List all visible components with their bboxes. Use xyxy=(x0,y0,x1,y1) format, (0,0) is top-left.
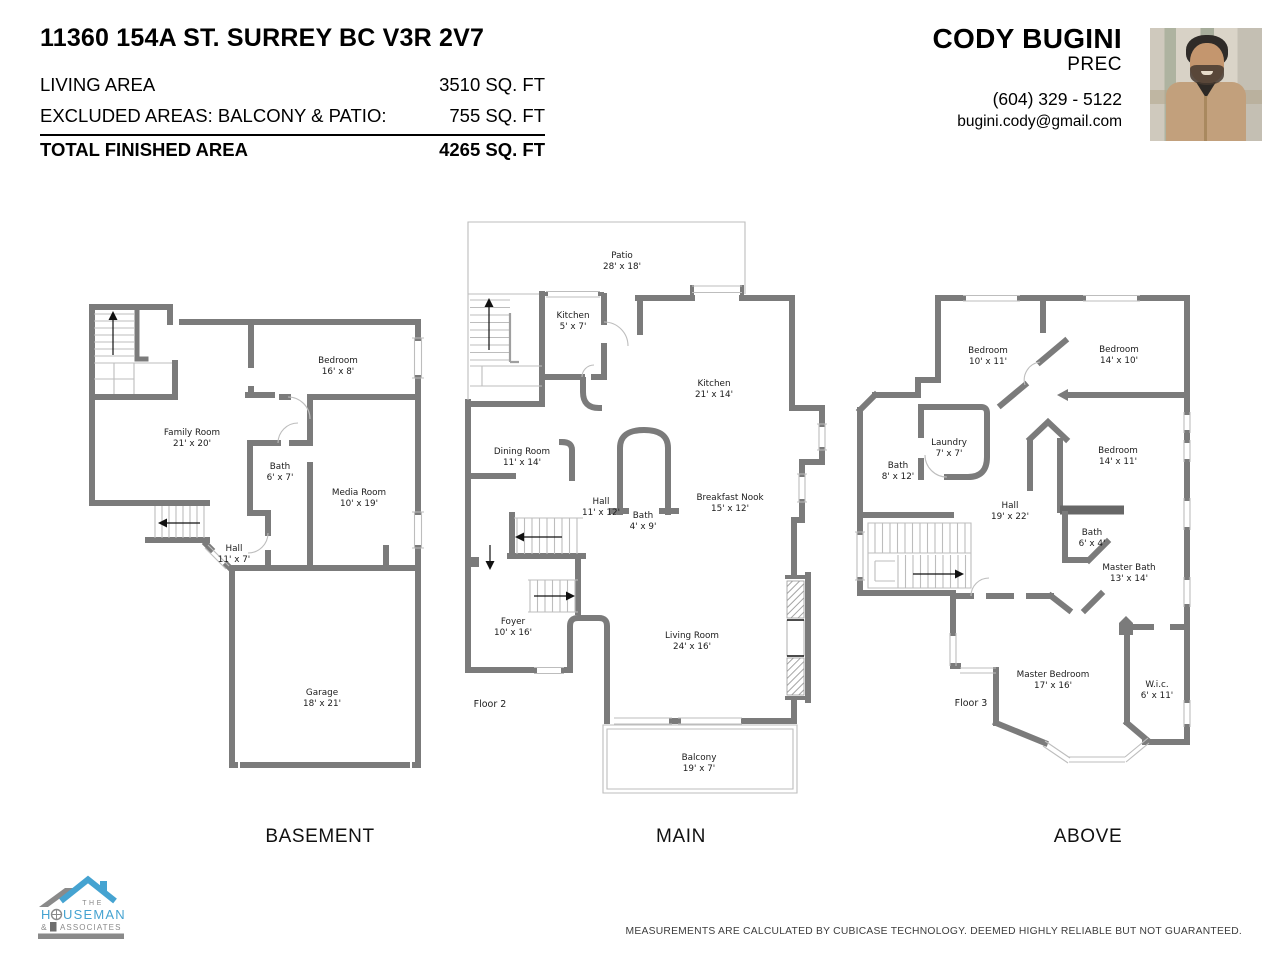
room-label: 21' x 14' xyxy=(694,390,734,400)
logo-chimney xyxy=(100,881,107,892)
measurement-disclaimer: MEASUREMENTS ARE CALCULATED BY CUBICASE TECHNOLOGY. DEEMED HIGHLY RELIABLE BUT NOT GUARANTEED. xyxy=(625,926,1242,937)
agent-designation: PREC xyxy=(1067,54,1122,76)
room-label: 21' x 20' xyxy=(172,439,212,449)
room-label: 19' x 22' xyxy=(990,512,1030,522)
logo-base-bar xyxy=(38,934,124,940)
room-label: Media Room xyxy=(331,488,387,498)
agent-phone: (604) 329 - 5122 xyxy=(992,89,1122,110)
room-label: Bath xyxy=(632,511,654,521)
room-label: 15' x 12' xyxy=(710,504,750,514)
room-label: Master Bath xyxy=(1102,563,1156,573)
room-label: Family Room xyxy=(163,428,221,438)
room-label: 10' x 11' xyxy=(968,357,1008,367)
room-label: Bath xyxy=(1081,528,1103,538)
room-label: Kitchen xyxy=(556,311,590,321)
fact-row-living-area xyxy=(40,74,545,96)
room-label: 6' x 11' xyxy=(1140,691,1174,701)
room-label: Garage xyxy=(305,688,339,698)
brokerage-logo xyxy=(36,874,128,940)
above-stairs xyxy=(868,523,971,588)
main-walls xyxy=(468,285,822,721)
room-label: 7' x 7' xyxy=(935,449,963,459)
room-label: 24' x 16' xyxy=(672,642,712,652)
room-label: Foyer xyxy=(500,617,526,627)
agent-photo xyxy=(1150,28,1262,141)
main-windows xyxy=(534,286,827,724)
room-label: 4' x 9' xyxy=(629,522,657,532)
room-label: 14' x 11' xyxy=(1098,457,1138,467)
logo-ampersand: & xyxy=(41,922,47,932)
divider-line xyxy=(40,134,545,136)
room-label: 8' x 12' xyxy=(881,472,915,482)
agent-email: bugini.cody@gmail.com xyxy=(957,113,1122,131)
room-label: Patio xyxy=(611,251,633,261)
main-room-labels xyxy=(474,251,765,774)
room-label: 6' x 7' xyxy=(266,473,294,483)
above-door-arcs xyxy=(925,362,1040,596)
room-label: Dining Room xyxy=(493,447,551,457)
photo-beard xyxy=(1190,65,1224,85)
room-label: 17' x 16' xyxy=(1033,681,1073,691)
plan-caption-basement: BASEMENT xyxy=(265,826,375,847)
floorplan-main xyxy=(462,218,830,806)
basement-windows xyxy=(205,338,424,569)
room-label: Bedroom xyxy=(1099,345,1139,355)
logo-name-h: H xyxy=(41,907,51,922)
logo-the: THE xyxy=(82,900,104,907)
room-label: Breakfast Nook xyxy=(696,493,764,503)
main-fireplace xyxy=(785,575,811,700)
room-label: 13' x 14' xyxy=(1109,574,1149,584)
room-label: Hall xyxy=(225,544,243,554)
fact-value: 755 SQ. FT xyxy=(449,105,545,126)
room-label: Bedroom xyxy=(318,356,358,366)
fact-row-excluded-areas xyxy=(40,105,545,127)
room-label: Bedroom xyxy=(1098,446,1138,456)
fact-label: LIVING AREA xyxy=(40,74,156,95)
room-label: 5' x 7' xyxy=(559,322,587,332)
room-label: Bath xyxy=(887,461,909,471)
floorplan-basement xyxy=(82,297,428,809)
basement-walls xyxy=(92,307,418,765)
room-label: 6' x 4' xyxy=(1078,539,1106,549)
main-patio-outline xyxy=(468,222,745,294)
agent-name: CODY BUGINI xyxy=(932,23,1122,54)
room-label: 14' x 10' xyxy=(1099,356,1139,366)
fact-label: EXCLUDED AREAS: BALCONY & PATIO: xyxy=(40,105,387,126)
floorplan-above xyxy=(853,283,1198,795)
agent-info xyxy=(933,24,1122,131)
property-address: 11360 154A ST. SURREY BC V3R 2V7 xyxy=(40,24,485,52)
room-label: Kitchen xyxy=(697,379,731,389)
room-label: Balcony xyxy=(681,753,717,763)
room-label: 11' x 14' xyxy=(502,458,542,468)
fact-value: 3510 SQ. FT xyxy=(439,74,545,95)
logo-name-rest: USEMAN xyxy=(63,907,126,922)
room-label: Living Room xyxy=(664,631,720,641)
fact-label: TOTAL FINISHED AREA xyxy=(40,139,248,160)
room-label: 11' x 12' xyxy=(581,508,621,518)
logo-door-icon xyxy=(50,922,57,932)
room-label: Bedroom xyxy=(968,346,1008,356)
room-label: Floor 3 xyxy=(954,698,988,709)
fact-row-total xyxy=(40,139,545,161)
room-label: W.i.c. xyxy=(1145,680,1169,690)
room-label: 10' x 16' xyxy=(493,628,533,638)
logo-sub: ASSOCIATES xyxy=(60,923,122,932)
room-label: Bath xyxy=(269,462,291,472)
room-label: 16' x 8' xyxy=(321,367,355,377)
fact-value: 4265 SQ. FT xyxy=(439,139,545,160)
room-label: Floor 2 xyxy=(473,699,507,710)
room-label: 19' x 7' xyxy=(682,764,716,774)
plan-caption-above: ABOVE xyxy=(1053,826,1123,847)
room-label: Hall xyxy=(592,497,610,507)
room-label: 28' x 18' xyxy=(602,262,642,272)
room-label: 18' x 21' xyxy=(302,699,342,709)
room-label: Laundry xyxy=(931,438,967,448)
photo-jacket-seam xyxy=(1204,96,1207,141)
room-label: 11' x 7' xyxy=(217,555,251,565)
room-label: Master Bedroom xyxy=(1016,670,1090,680)
room-label: Hall xyxy=(1001,501,1019,511)
room-label: 10' x 19' xyxy=(339,499,379,509)
plan-caption-main: MAIN xyxy=(656,826,706,847)
